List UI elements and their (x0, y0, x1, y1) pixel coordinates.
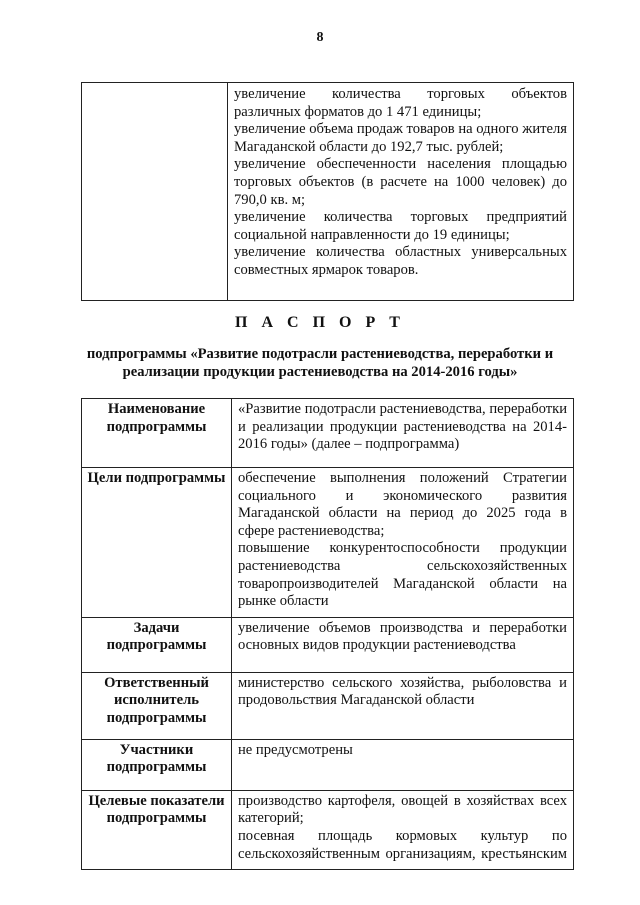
table-row (82, 672, 574, 739)
row-value (232, 790, 574, 869)
table-cell-value (228, 83, 574, 301)
list-item: увеличение объема продаж товаров на одного жителя Магаданской области до 192,7 тыс. рублей; (234, 121, 567, 155)
list-item: «Развитие подотрасли растениеводства, переработки и реализации продукции растениеводства на 2014-2016 годы» (далее – подпрограмма) (238, 401, 567, 453)
row-value (232, 739, 574, 790)
page-number: 8 (316, 30, 324, 45)
table-cell-label (82, 83, 228, 301)
list-item: увеличение объемов производства и переработки основных видов продукции растениеводства (238, 619, 567, 654)
row-label: Участники подпрограммы (82, 739, 232, 790)
row-value (232, 468, 574, 618)
row-label: Задачи подпрограммы (82, 617, 232, 672)
row-value (232, 672, 574, 739)
list-item: повышение конкурентоспособности продукции растениеводства сельскохозяйственных товаропроизводителей Магаданской области на рынке области (238, 540, 567, 610)
table-row (82, 83, 574, 301)
list-item: увеличение обеспеченности населения площадью торговых объектов (в расчете на 1000 человек) до 790,0 кв. м; (234, 156, 567, 208)
passport-table (81, 398, 574, 870)
row-label: Наименование подпрограммы (82, 399, 232, 468)
list-item: производство картофеля, овощей в хозяйствах всех категорий; (238, 792, 567, 827)
list-item: министерство сельского хозяйства, рыболовства и продовольствия Магаданской области (238, 674, 567, 709)
table-row (82, 739, 574, 790)
table-row (82, 790, 574, 869)
list-item: увеличение количества торговых объектов различных форматов до 1 471 единицы; (234, 86, 567, 120)
passport-subtitle: подпрограммы «Развитие подотрасли растениеводства, переработки и реализации продукции растениеводства на 2014-2016 годы» (86, 346, 554, 380)
continued-table (81, 82, 574, 301)
table-row (82, 617, 574, 672)
row-label: Цели подпрограммы (82, 468, 232, 618)
row-value (232, 399, 574, 468)
table-row (82, 468, 574, 618)
row-value (232, 617, 574, 672)
list-item: посевная площадь кормовых культур по сельскохозяйственным организациям, крестьянским (238, 827, 567, 862)
list-item: обеспечение выполнения положений Стратегии социального и экономического развития Магаданской области на период до 2025 года в сфере растениеводства; (238, 470, 567, 539)
row-label: Целевые показатели подпрограммы (82, 790, 232, 869)
passport-title: П А С П О Р Т (235, 314, 405, 331)
row-label: Ответственный исполнитель подпрограммы (82, 672, 232, 739)
list-item: увеличение количества торговых предприятий социальной направленности до 19 единицы; (234, 209, 567, 243)
table-row (82, 399, 574, 468)
list-item: увеличение количества областных универсальных совместных ярмарок товаров. (234, 244, 567, 278)
list-item: не предусмотрены (238, 741, 353, 758)
